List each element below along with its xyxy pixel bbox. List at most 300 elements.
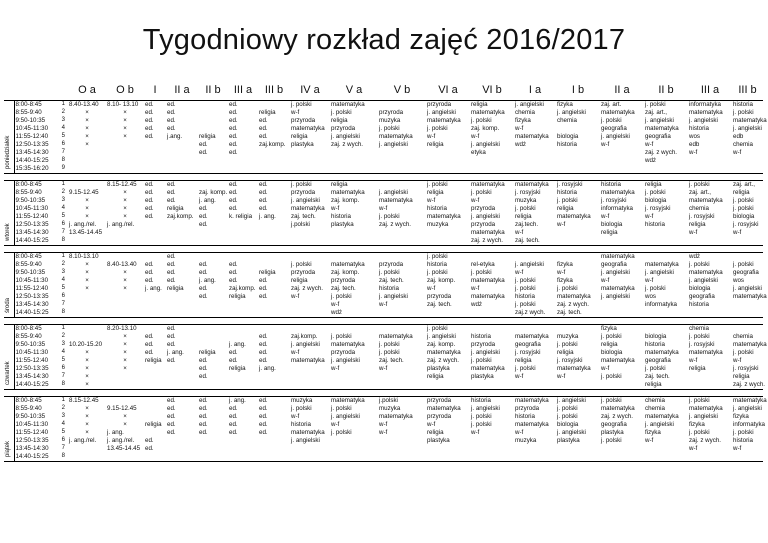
lesson-number: 2 xyxy=(61,189,65,195)
lesson-cell: fizyka xyxy=(557,277,573,284)
lesson-cell: × xyxy=(85,197,89,204)
lesson-cell xyxy=(228,221,258,229)
lesson-cell: ed. xyxy=(145,117,154,124)
lesson-cell: j. polski xyxy=(645,285,666,292)
time-slot: 15:35-16:20 xyxy=(14,165,54,174)
time-slot: 10:45-11:30 xyxy=(14,349,54,357)
lesson-cell xyxy=(68,325,106,334)
lesson-cell: matematyka xyxy=(557,365,591,372)
lesson-cell xyxy=(600,445,644,453)
lesson-row xyxy=(4,125,763,133)
lesson-cell xyxy=(644,325,688,334)
lesson-cell: zaj. art., xyxy=(732,181,763,190)
lesson-cell xyxy=(68,309,106,318)
lesson-cell: × xyxy=(85,117,89,124)
lesson-cell: zaj. tech. xyxy=(556,309,600,318)
lesson-cell: muzyka xyxy=(515,437,537,444)
lesson-cell: fizyka xyxy=(645,429,661,436)
lesson-cell: zaj. art. xyxy=(600,101,644,110)
day-label-cell xyxy=(4,381,14,390)
class-header: VI b xyxy=(482,84,502,96)
lesson-cell: religia xyxy=(733,189,750,196)
lesson-cell: historia xyxy=(689,301,709,308)
lesson-cell: matematyka xyxy=(514,397,556,406)
lesson-cell: w-f xyxy=(601,213,610,220)
lesson-cell: zaj. komp. xyxy=(427,277,456,284)
lesson-cell: ed. xyxy=(145,109,154,116)
lesson-cell xyxy=(228,381,258,390)
lesson-cell: ed. xyxy=(199,293,208,300)
lesson-cell xyxy=(290,253,330,262)
lesson-cell: j. angielski xyxy=(557,429,586,436)
class-header: V b xyxy=(393,84,411,96)
lesson-cell: × xyxy=(123,269,127,276)
lesson-cell: j.polski xyxy=(378,397,426,406)
lesson-cell: j. angielski xyxy=(427,333,456,340)
lesson-cell: ed. xyxy=(166,325,198,334)
day-label: czwartek xyxy=(5,361,11,385)
day-label-cell xyxy=(4,181,14,241)
lesson-cell: j. angielski xyxy=(601,133,630,140)
lesson-number: 2 xyxy=(61,261,65,267)
lesson-cell: × xyxy=(85,285,89,292)
day-label-cell xyxy=(4,229,14,237)
lesson-cell: matematyka xyxy=(291,357,325,364)
lesson-cell xyxy=(514,445,556,453)
lesson-cell: matematyka xyxy=(733,341,767,348)
lesson-cell: j. polski xyxy=(471,189,492,196)
lesson-cell xyxy=(144,157,166,165)
lesson-cell: w-f xyxy=(331,421,340,428)
lesson-cell xyxy=(426,165,470,174)
lesson-cell: w-f xyxy=(427,285,436,292)
lesson-cell: edb xyxy=(689,141,700,148)
lesson-number: 7 xyxy=(61,445,65,451)
time-slot: 9:50-10:35 xyxy=(14,269,54,277)
lesson-cell xyxy=(556,253,600,262)
lesson-cell: ed. xyxy=(167,261,176,268)
lesson-cell: j. ang. xyxy=(229,341,246,348)
lesson-row xyxy=(4,229,763,237)
lesson-number: 6 xyxy=(61,365,65,371)
lesson-cell xyxy=(106,149,144,157)
lesson-cell xyxy=(144,325,166,334)
lesson-cell: w-f xyxy=(379,205,388,212)
lesson-cell: przyroda xyxy=(331,125,356,132)
lesson-cell: przyroda xyxy=(427,413,452,420)
lesson-cell: religia xyxy=(557,349,574,356)
lesson-cell: ed. xyxy=(167,269,176,276)
lesson-cell xyxy=(228,445,258,453)
lesson-cell: religia xyxy=(644,381,688,390)
lesson-number: 6 xyxy=(61,437,65,443)
lesson-cell xyxy=(198,453,228,462)
lesson-cell: przyroda xyxy=(379,109,404,116)
lesson-cell: matematyka xyxy=(471,293,505,300)
lesson-cell: j. polski xyxy=(379,125,400,132)
class-header: V a xyxy=(345,84,363,96)
lesson-cell xyxy=(198,101,228,110)
lesson-cell: chemia xyxy=(689,205,709,212)
lesson-cell: przyroda xyxy=(427,293,452,300)
lesson-row xyxy=(4,341,763,349)
lesson-cell xyxy=(106,253,144,262)
lesson-cell: plastyka xyxy=(331,221,354,228)
lesson-cell xyxy=(378,229,426,237)
day-label-cell xyxy=(4,165,14,174)
lesson-cell: w-f xyxy=(515,269,524,276)
lesson-cell: informatyka xyxy=(645,301,677,308)
lesson-cell: 10.20-15.20 xyxy=(69,341,103,348)
lesson-cell: × xyxy=(85,277,89,284)
lesson-cell: matematyka xyxy=(427,117,461,124)
lesson-cell: ed. xyxy=(259,197,268,204)
lesson-cell: × xyxy=(123,213,127,220)
lesson-cell: ed. xyxy=(167,333,176,340)
lesson-row xyxy=(4,253,763,262)
lesson-cell xyxy=(732,253,763,262)
lesson-cell: ed. xyxy=(199,269,208,276)
lesson-cell: historia xyxy=(689,125,709,132)
lesson-row xyxy=(4,269,763,277)
day-label-cell xyxy=(4,285,14,293)
lesson-number: 2 xyxy=(61,109,65,115)
lesson-cell: informatyka xyxy=(688,101,732,110)
time-slot: 11:55-12:40 xyxy=(14,133,54,141)
lesson-cell: ed. xyxy=(167,277,176,284)
lesson-cell xyxy=(258,237,290,246)
day-label-cell xyxy=(4,373,14,381)
lesson-cell: ed. xyxy=(229,117,238,124)
lesson-cell xyxy=(470,445,514,453)
lesson-cell xyxy=(426,309,470,318)
class-header: II b xyxy=(658,84,674,96)
lesson-cell: × xyxy=(85,421,89,428)
lesson-cell: w-f xyxy=(515,229,524,236)
lesson-cell: religia xyxy=(644,181,688,190)
lesson-number: 5 xyxy=(61,285,65,291)
lesson-cell: przyroda xyxy=(291,269,316,276)
time-slot: 10:45-11:30 xyxy=(14,421,54,429)
lesson-cell: ed. xyxy=(229,429,238,436)
lesson-cell xyxy=(290,157,330,165)
lesson-cell xyxy=(556,453,600,462)
lesson-cell: zaj. z wych. xyxy=(557,301,589,308)
day-gap xyxy=(4,174,763,181)
lesson-cell: religia xyxy=(259,109,276,116)
lesson-cell: w-f xyxy=(645,277,654,284)
lesson-cell: w-f xyxy=(645,437,654,444)
lesson-cell: j. polski xyxy=(471,269,492,276)
lesson-cell: wdż xyxy=(330,309,378,318)
lesson-cell xyxy=(166,237,198,246)
time-slot: 10:45-11:30 xyxy=(14,277,54,285)
lesson-cell xyxy=(106,373,144,381)
lesson-row xyxy=(4,301,763,309)
lesson-cell xyxy=(600,453,644,462)
lesson-cell: ed. xyxy=(167,341,176,348)
lesson-cell: w-f xyxy=(733,229,742,236)
lesson-cell xyxy=(426,149,470,157)
lesson-cell: w-f xyxy=(379,365,388,372)
lesson-cell: religia xyxy=(733,373,750,380)
lesson-cell: ed. xyxy=(259,133,268,140)
lesson-cell: zaj. komp. xyxy=(199,189,228,196)
lesson-cell xyxy=(514,165,556,174)
lesson-cell: × xyxy=(123,109,127,116)
lesson-cell: × xyxy=(123,365,127,372)
lesson-cell: zaj. tech. xyxy=(514,237,556,246)
time-slot: 13:45-14:30 xyxy=(14,149,54,157)
lesson-cell: historia xyxy=(733,437,753,444)
lesson-cell xyxy=(644,237,688,246)
lesson-cell: ed. xyxy=(229,125,238,132)
day-label-cell xyxy=(4,141,14,149)
lesson-cell: w-f xyxy=(427,133,436,140)
lesson-cell: matematyka xyxy=(645,413,679,420)
lesson-cell: ed. xyxy=(145,349,154,356)
lesson-cell: ed. xyxy=(199,365,208,372)
lesson-cell: ed. xyxy=(145,197,154,204)
lesson-cell xyxy=(166,381,198,390)
lesson-cell xyxy=(106,293,144,301)
lesson-cell: j. polski xyxy=(557,413,578,420)
lesson-cell: przyroda xyxy=(471,341,496,348)
lesson-cell xyxy=(166,373,198,381)
day-label-cell xyxy=(4,413,14,421)
day-label-cell xyxy=(4,357,14,365)
lesson-cell: historia xyxy=(600,181,644,190)
lesson-cell: wos xyxy=(733,277,745,284)
lesson-cell: ed. xyxy=(166,397,198,406)
lesson-cell: j. ang./rel. xyxy=(107,437,135,444)
lesson-cell: w-f xyxy=(733,357,742,364)
time-slot: 10:45-11:30 xyxy=(14,125,54,133)
lesson-cell: ed. xyxy=(144,181,166,190)
lesson-cell: historia xyxy=(515,293,535,300)
day-label-cell xyxy=(4,365,14,373)
day-label-cell xyxy=(4,277,14,285)
lesson-cell xyxy=(290,149,330,157)
lesson-cell xyxy=(106,309,144,318)
lesson-cell: ed. xyxy=(145,437,154,444)
lesson-cell: przyroda xyxy=(515,405,540,412)
lesson-cell: w-f xyxy=(471,429,480,436)
lesson-cell xyxy=(198,381,228,390)
lesson-cell xyxy=(290,309,330,318)
lesson-cell xyxy=(166,453,198,462)
lesson-number: 4 xyxy=(61,349,65,355)
day-label-cell xyxy=(4,261,14,269)
lesson-cell: × xyxy=(123,285,127,292)
lesson-cell: zaj. z wych. xyxy=(470,237,514,246)
lesson-cell: × xyxy=(85,109,89,116)
lesson-number: 8 xyxy=(54,381,68,390)
lesson-cell xyxy=(556,165,600,174)
lesson-cell xyxy=(600,149,644,157)
lesson-cell xyxy=(144,373,166,381)
lesson-cell: w-f xyxy=(291,293,300,300)
lesson-cell: historia xyxy=(470,397,514,406)
lesson-cell: w-f xyxy=(515,125,524,132)
lesson-cell: ed. xyxy=(229,357,238,364)
lesson-cell: plastyka xyxy=(471,373,494,380)
lesson-cell: 8.15-12.45 xyxy=(68,397,106,406)
lesson-cell: matematyka xyxy=(689,405,723,412)
lesson-row xyxy=(4,453,763,462)
lesson-cell: przyroda xyxy=(471,221,496,228)
lesson-cell xyxy=(556,445,600,453)
day-label-cell xyxy=(4,301,14,309)
lesson-row xyxy=(4,285,763,293)
lesson-cell: j. angielski xyxy=(379,293,408,300)
lesson-number: 7 xyxy=(61,149,65,155)
lesson-cell xyxy=(290,381,330,390)
lesson-cell xyxy=(514,325,556,334)
lesson-row xyxy=(4,365,763,373)
time-slot: 9:50-10:35 xyxy=(14,117,54,125)
lesson-cell: ed. xyxy=(229,405,238,412)
lesson-cell: j. angielski xyxy=(514,101,556,110)
lesson-cell: ed. xyxy=(259,293,268,300)
lesson-cell xyxy=(470,325,514,334)
lesson-cell xyxy=(228,325,258,334)
lesson-cell: ed. xyxy=(228,101,258,110)
lesson-cell xyxy=(106,165,144,174)
lesson-cell: w-f xyxy=(557,373,566,380)
lesson-cell: w-f xyxy=(291,109,300,116)
lesson-cell: j. polski xyxy=(515,285,536,292)
day-label-cell xyxy=(4,453,14,462)
lesson-cell xyxy=(228,373,258,381)
lesson-cell: religia xyxy=(145,421,162,428)
lesson-cell: edb xyxy=(733,133,744,140)
lesson-cell: wdż xyxy=(645,157,657,164)
lesson-cell: 8.10-13.10 xyxy=(68,253,106,262)
lesson-cell: zaj. z wych. xyxy=(733,381,765,388)
lesson-cell: ed. xyxy=(229,421,238,428)
lesson-cell xyxy=(732,453,763,462)
lesson-number: 4 xyxy=(61,125,65,131)
day-label-cell xyxy=(4,445,14,453)
lesson-cell: religia xyxy=(199,133,216,140)
lesson-cell xyxy=(198,117,228,125)
lesson-cell: w-f xyxy=(601,141,610,148)
lesson-cell: w-f xyxy=(689,229,698,236)
time-slot: 14:40-15:25 xyxy=(14,309,54,318)
lesson-cell: matematyka xyxy=(291,205,325,212)
time-slot: 8:55-9:40 xyxy=(14,261,54,269)
lesson-cell: × xyxy=(123,189,127,196)
lesson-cell xyxy=(378,165,426,174)
lesson-cell: ed. xyxy=(259,189,268,196)
lesson-cell: przyroda xyxy=(426,101,470,110)
lesson-cell: w-f xyxy=(427,421,436,428)
lesson-cell: j. polski xyxy=(331,429,352,436)
time-slot: 8:00-8:45 xyxy=(14,181,54,190)
lesson-row xyxy=(4,141,763,149)
lesson-cell xyxy=(144,253,166,262)
lesson-cell: × xyxy=(85,269,89,276)
lesson-cell xyxy=(378,453,426,462)
lesson-cell: religia xyxy=(515,213,532,220)
lesson-cell: geografia xyxy=(733,269,759,276)
lesson-cell xyxy=(228,453,258,462)
lesson-cell: × xyxy=(123,117,127,124)
lesson-cell: j. angielski xyxy=(291,341,320,348)
lesson-cell: religia xyxy=(229,365,246,372)
lesson-cell: j. ang. xyxy=(259,365,276,372)
day-gap xyxy=(4,390,763,397)
time-slot: 8:00-8:45 xyxy=(14,101,54,110)
lesson-cell: historia xyxy=(331,213,351,220)
lesson-cell: etyka xyxy=(471,149,486,156)
lesson-cell: biologia xyxy=(601,221,623,228)
lesson-cell: matematyka xyxy=(379,413,413,420)
lesson-cell xyxy=(378,373,426,381)
lesson-cell: historia xyxy=(291,421,311,428)
lesson-cell: w-f xyxy=(645,213,654,220)
lesson-cell: matematyka xyxy=(733,117,767,124)
lesson-cell: historia xyxy=(557,141,577,148)
lesson-cell xyxy=(106,381,144,390)
time-slot: 8:55-9:40 xyxy=(14,189,54,197)
day-label-cell xyxy=(4,293,14,301)
lesson-cell: zaj. komp. xyxy=(331,269,360,276)
lesson-cell xyxy=(378,437,426,445)
lesson-cell: informatyka xyxy=(601,205,633,212)
lesson-cell: zaj. tech. xyxy=(645,373,670,380)
lesson-row xyxy=(4,445,763,453)
lesson-cell: zaj. komp. xyxy=(427,341,456,348)
lesson-cell xyxy=(198,229,228,237)
lesson-cell xyxy=(258,101,290,110)
lesson-cell xyxy=(144,221,166,229)
lesson-cell: j. polski xyxy=(733,261,754,268)
lesson-cell: j. angielski xyxy=(689,117,718,124)
lesson-cell xyxy=(166,293,198,301)
lesson-cell: religia xyxy=(427,189,444,196)
lesson-cell: j. rosyjski xyxy=(733,365,759,372)
lesson-row xyxy=(4,437,763,445)
lesson-cell xyxy=(556,325,600,334)
lesson-row xyxy=(4,293,763,301)
lesson-cell: w-f xyxy=(291,349,300,356)
lesson-cell: ed. xyxy=(259,333,268,340)
lesson-cell: ed. xyxy=(199,285,208,292)
lesson-cell: matematyka xyxy=(291,125,325,132)
lesson-cell: biologia xyxy=(733,213,755,220)
lesson-cell: historia xyxy=(645,341,665,348)
lesson-cell xyxy=(732,301,763,309)
lesson-cell xyxy=(228,309,258,318)
lesson-number: 1 xyxy=(54,253,68,262)
header-spacer xyxy=(4,80,14,101)
lesson-cell xyxy=(644,253,688,262)
lesson-cell: ed. xyxy=(198,397,228,406)
lesson-cell: j. rosyjski xyxy=(515,189,541,196)
lesson-cell: w-f xyxy=(291,413,300,420)
lesson-cell xyxy=(426,157,470,165)
lesson-cell: religia xyxy=(470,101,514,110)
lesson-number: 8 xyxy=(54,237,68,246)
time-slot: 11:55-12:40 xyxy=(14,429,54,437)
lesson-cell: w-f xyxy=(557,221,566,228)
lesson-cell: j. rosyjski xyxy=(557,357,583,364)
lesson-cell xyxy=(644,445,688,453)
lesson-cell: muzyka xyxy=(290,397,330,406)
lesson-cell: matematyka xyxy=(601,109,635,116)
